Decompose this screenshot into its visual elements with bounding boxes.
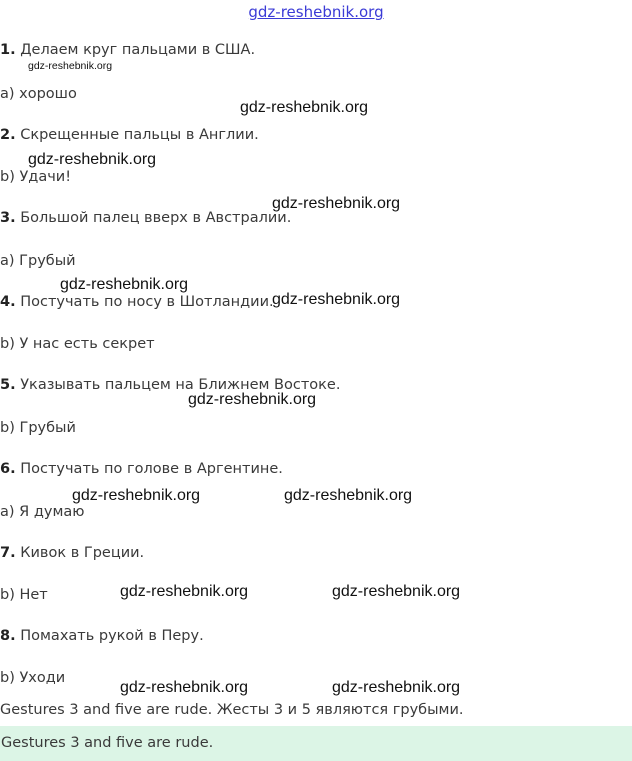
watermark: gdz-reshebnik.org	[332, 583, 461, 600]
question-text: Скрещенные пальцы в Англии.	[20, 127, 259, 143]
answer-box	[0, 726, 632, 761]
watermark: gdz-reshebnik.org	[332, 679, 461, 696]
answer-4: b) У нас есть секрет	[0, 336, 155, 352]
question-text: Большой палец вверх в Австралии.	[20, 210, 292, 226]
question-number: 6.	[0, 461, 16, 477]
question-number: 1.	[0, 42, 16, 58]
question-number: 5.	[0, 377, 16, 393]
summary-text: Gestures 3 and five are rude. Жесты 3 и 5 являются грубыми.	[0, 702, 464, 718]
answer-6: a) Я думаю	[0, 504, 85, 520]
answer-2: b) Удачи!	[0, 169, 72, 185]
question-number: 2.	[0, 127, 16, 143]
answer-8: b) Уходи	[0, 670, 66, 686]
watermark: gdz-reshebnik.org	[28, 151, 157, 168]
question-1	[0, 42, 255, 58]
watermark: gdz-reshebnik.org	[28, 60, 113, 72]
answer-1: a) хорошо	[0, 86, 77, 102]
watermark: gdz-reshebnik.org	[272, 291, 401, 308]
question-8	[0, 628, 204, 644]
question-number: 7.	[0, 545, 16, 561]
watermark: gdz-reshebnik.org	[240, 99, 369, 116]
watermark: gdz-reshebnik.org	[72, 487, 201, 504]
question-4	[0, 294, 274, 310]
watermark: gdz-reshebnik.org	[120, 583, 249, 600]
question-text: Помахать рукой в Перу.	[20, 628, 204, 644]
question-text: Указывать пальцем на Ближнем Востоке.	[20, 377, 341, 393]
question-text: Постучать по носу в Шотландии.	[20, 294, 274, 310]
watermark: gdz-reshebnik.org	[188, 391, 317, 408]
question-number: 8.	[0, 628, 16, 644]
answer-5: b) Грубый	[0, 420, 76, 436]
question-text: Кивок в Греции.	[20, 545, 145, 561]
watermark: gdz-reshebnik.org	[120, 679, 249, 696]
watermark: gdz-reshebnik.org	[60, 276, 189, 293]
answer-box-text: Gestures 3 and five are rude.	[1, 735, 214, 751]
question-2	[0, 127, 259, 143]
question-6	[0, 461, 283, 477]
watermark: gdz-reshebnik.org	[284, 487, 413, 504]
question-3	[0, 210, 291, 226]
question-text: Делаем круг пальцами в США.	[20, 42, 256, 58]
question-7	[0, 545, 144, 561]
question-number: 3.	[0, 210, 16, 226]
answer-7: b) Нет	[0, 587, 48, 603]
question-text: Постучать по голове в Аргентине.	[20, 461, 283, 477]
answer-3: a) Грубый	[0, 253, 76, 269]
header-watermark[interactable]: gdz-reshebnik.org	[248, 3, 384, 21]
watermark: gdz-reshebnik.org	[272, 195, 401, 212]
question-number: 4.	[0, 294, 16, 310]
